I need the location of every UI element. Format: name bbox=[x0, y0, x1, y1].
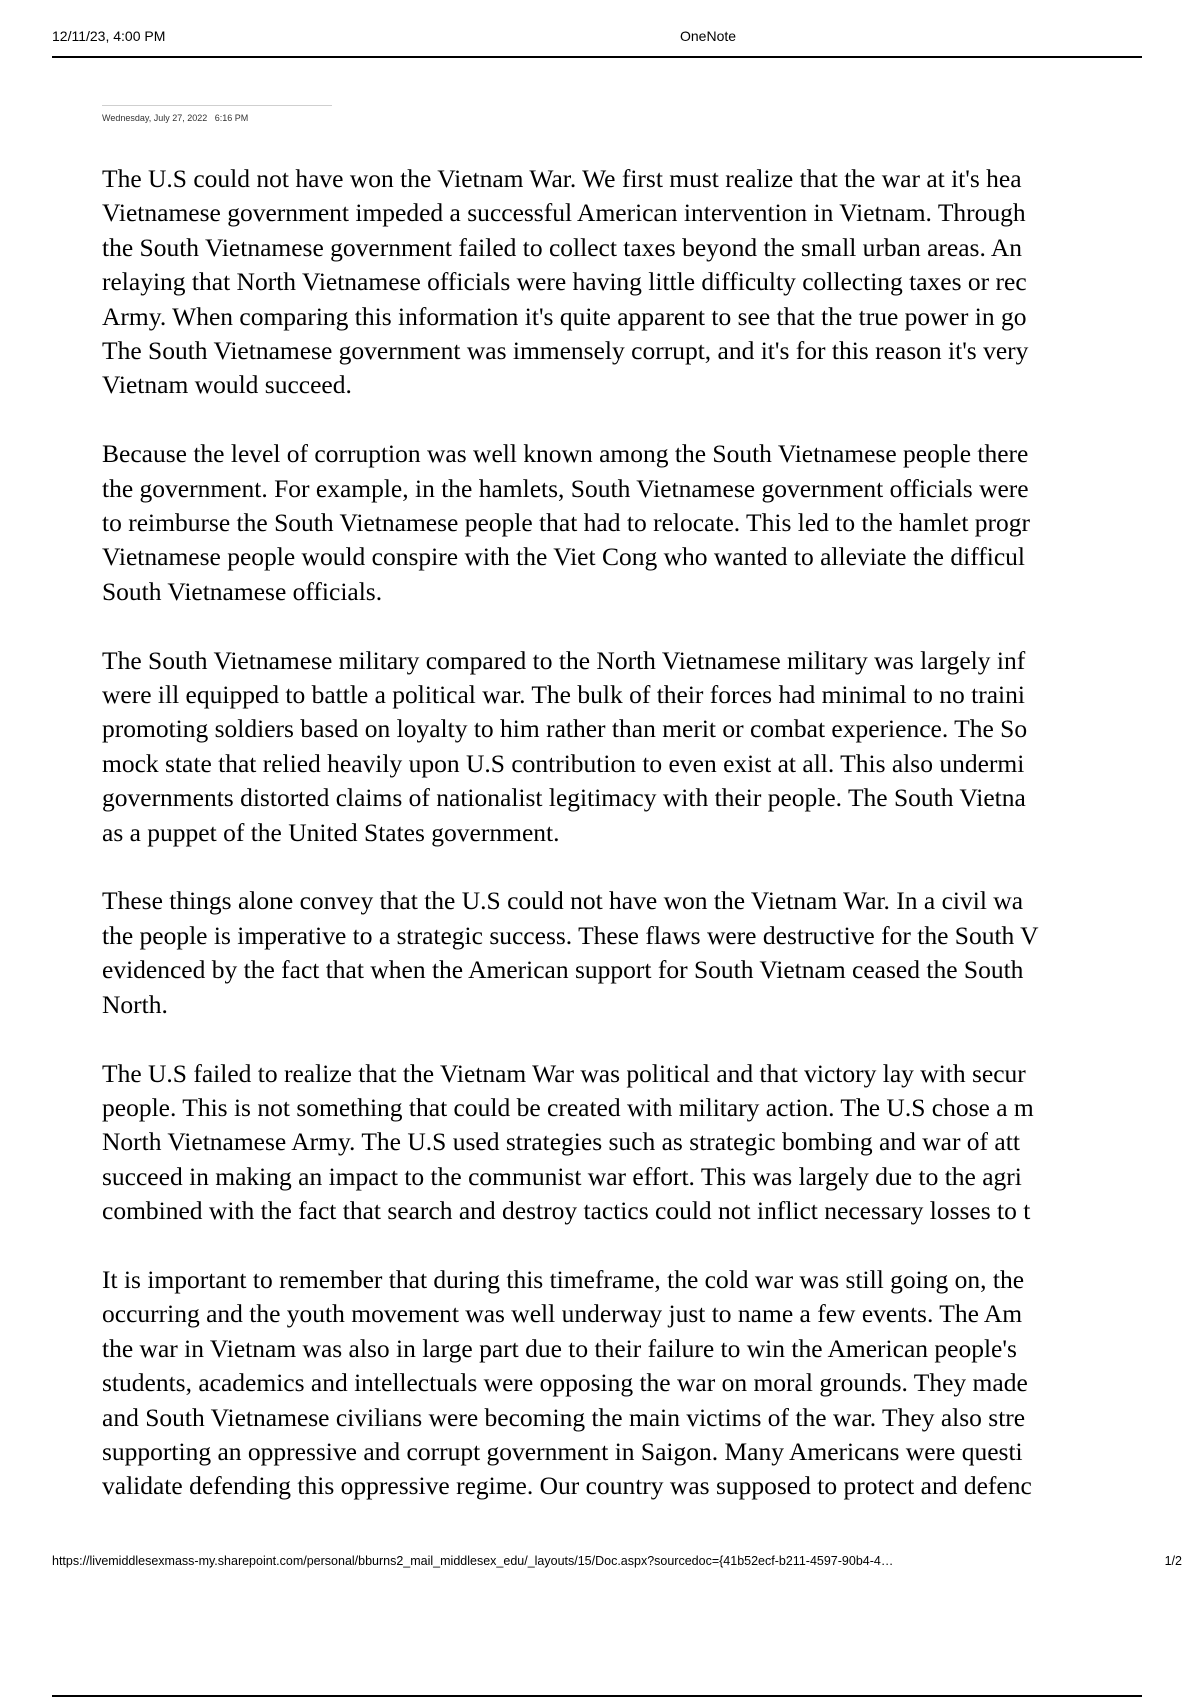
note-paragraph bbox=[102, 1057, 1180, 1229]
note-paragraph-line: governments distorted claims of nationalist legitimacy with their people. The South Vietna bbox=[102, 783, 1026, 813]
note-paragraph-line: the South Vietnamese government failed to collect taxes beyond the small urban areas. An bbox=[102, 232, 1022, 262]
note-paragraph-line: The U.S could not have won the Vietnam War. We first must realize that the war at it's hea bbox=[102, 164, 1022, 193]
page-bottom-rule bbox=[52, 1695, 1142, 1697]
note-paragraph bbox=[102, 437, 1180, 609]
note-paragraph-line: The South Vietnamese military compared to the North Vietnamese military was largely inf bbox=[102, 645, 1026, 675]
note-paragraph-line: South Vietnamese officials. bbox=[102, 576, 383, 606]
note-paragraph-line: supporting an oppressive and corrupt government in Saigon. Many Americans were questi bbox=[102, 1436, 1023, 1466]
note-paragraph-line: people. This is not something that could be created with military action. The U.S chose a m bbox=[102, 1092, 1034, 1122]
note-paragraph-line: Vietnam would succeed. bbox=[102, 370, 352, 400]
note-paragraph-line: The U.S failed to realize that the Vietnam War was political and that victory lay with secur bbox=[102, 1058, 1026, 1088]
note-paragraph-line: combined with the fact that search and destroy tactics could not inflict necessary losses to t bbox=[102, 1196, 1031, 1226]
note-paragraph-line: the war in Vietnam was also in large part due to their failure to win the American people's bbox=[102, 1333, 1017, 1363]
note-paragraph-line: evidenced by the fact that when the American support for South Vietnam ceased the South bbox=[102, 955, 1024, 985]
note-paragraph bbox=[102, 162, 1180, 403]
note-created-date: Wednesday, July 27, 2022 bbox=[102, 113, 208, 123]
note-paragraph-line: succeed in making an impact to the communist war effort. This was largely due to the agri bbox=[102, 1161, 1022, 1191]
note-paragraph-line: Vietnamese government impeded a successful American intervention in Vietnam. Through bbox=[102, 198, 1026, 228]
note-paragraph-line: as a puppet of the United States government. bbox=[102, 817, 560, 847]
note-paragraph-line: students, academics and intellectuals were opposing the war on moral grounds. They made bbox=[102, 1368, 1028, 1398]
print-page-number: 1/2 bbox=[1164, 1554, 1182, 1568]
note-paragraph-line: promoting soldiers based on loyalty to him rather than merit or combat experience. The So bbox=[102, 714, 1028, 744]
note-paragraph-line: occurring and the youth movement was well underway just to name a few events. The Am bbox=[102, 1299, 1023, 1329]
print-app-title: OneNote bbox=[680, 28, 737, 44]
note-paragraph bbox=[102, 644, 1180, 850]
note-created-time: 6:16 PM bbox=[214, 113, 249, 123]
note-paragraph-line: the people is imperative to a strategic success. These flaws were destructive for the South V bbox=[102, 920, 1039, 950]
note-paragraph-line: mock state that relied heavily upon U.S contribution to even exist at all. This also undermi bbox=[102, 748, 1025, 778]
note-paragraph-line: It is important to remember that during this timeframe, the cold war was still going on, the bbox=[102, 1264, 1025, 1294]
note-title-divider bbox=[102, 105, 332, 106]
note-paragraph bbox=[102, 884, 1180, 1022]
note-paragraph-line: These things alone convey that the U.S could not have won the Vietnam War. In a civil wa bbox=[102, 886, 1024, 916]
note-paragraph-line: North. bbox=[102, 989, 168, 1019]
print-datetime: 12/11/23, 4:00 PM bbox=[52, 28, 166, 44]
print-footer bbox=[52, 1554, 1182, 1574]
note-paragraph-line: North Vietnamese Army. The U.S used strategies such as strategic bombing and war of att bbox=[102, 1127, 1020, 1157]
note-paragraph-line: relaying that North Vietnamese officials were having little difficulty collecting taxes or rec bbox=[102, 267, 1027, 297]
note-paragraph-line: to reimburse the South Vietnamese people that had to relocate. This led to the hamlet progr bbox=[102, 508, 1031, 538]
note-paragraph bbox=[102, 1263, 1180, 1502]
note-paragraph-line: the government. For example, in the hamlets, South Vietnamese government officials were bbox=[102, 473, 1029, 503]
note-paragraph-line: The South Vietnamese government was immensely corrupt, and it's for this reason it's very bbox=[102, 336, 1029, 366]
note-paragraph-line: validate defending this oppressive regime. Our country was supposed to protect and defenc bbox=[102, 1471, 1032, 1501]
print-header bbox=[52, 28, 1142, 58]
note-paragraph-line: Because the level of corruption was well known among the South Vietnamese people there bbox=[102, 439, 1029, 469]
note-paragraph-line: Vietnamese people would conspire with the Viet Cong who wanted to alleviate the difficul bbox=[102, 542, 1025, 572]
note-paragraph-line: Army. When comparing this information it's quite apparent to see that the true power in go bbox=[102, 301, 1027, 331]
note-created-meta bbox=[102, 113, 248, 123]
note-body bbox=[102, 162, 1180, 1502]
note-paragraph-line: were ill equipped to battle a political war. The bulk of their forces had minimal to no traini bbox=[102, 680, 1025, 710]
print-source-url: https://livemiddlesexmass-my.sharepoint.com/personal/bburns2_mail_middlesex_edu/_layouts/15/Doc.aspx?sourcedoc={41b52ecf-b211-4597-90b4-4… bbox=[52, 1554, 894, 1568]
note-paragraph-line: and South Vietnamese civilians were becoming the main victims of the war. They also stre bbox=[102, 1402, 1026, 1432]
